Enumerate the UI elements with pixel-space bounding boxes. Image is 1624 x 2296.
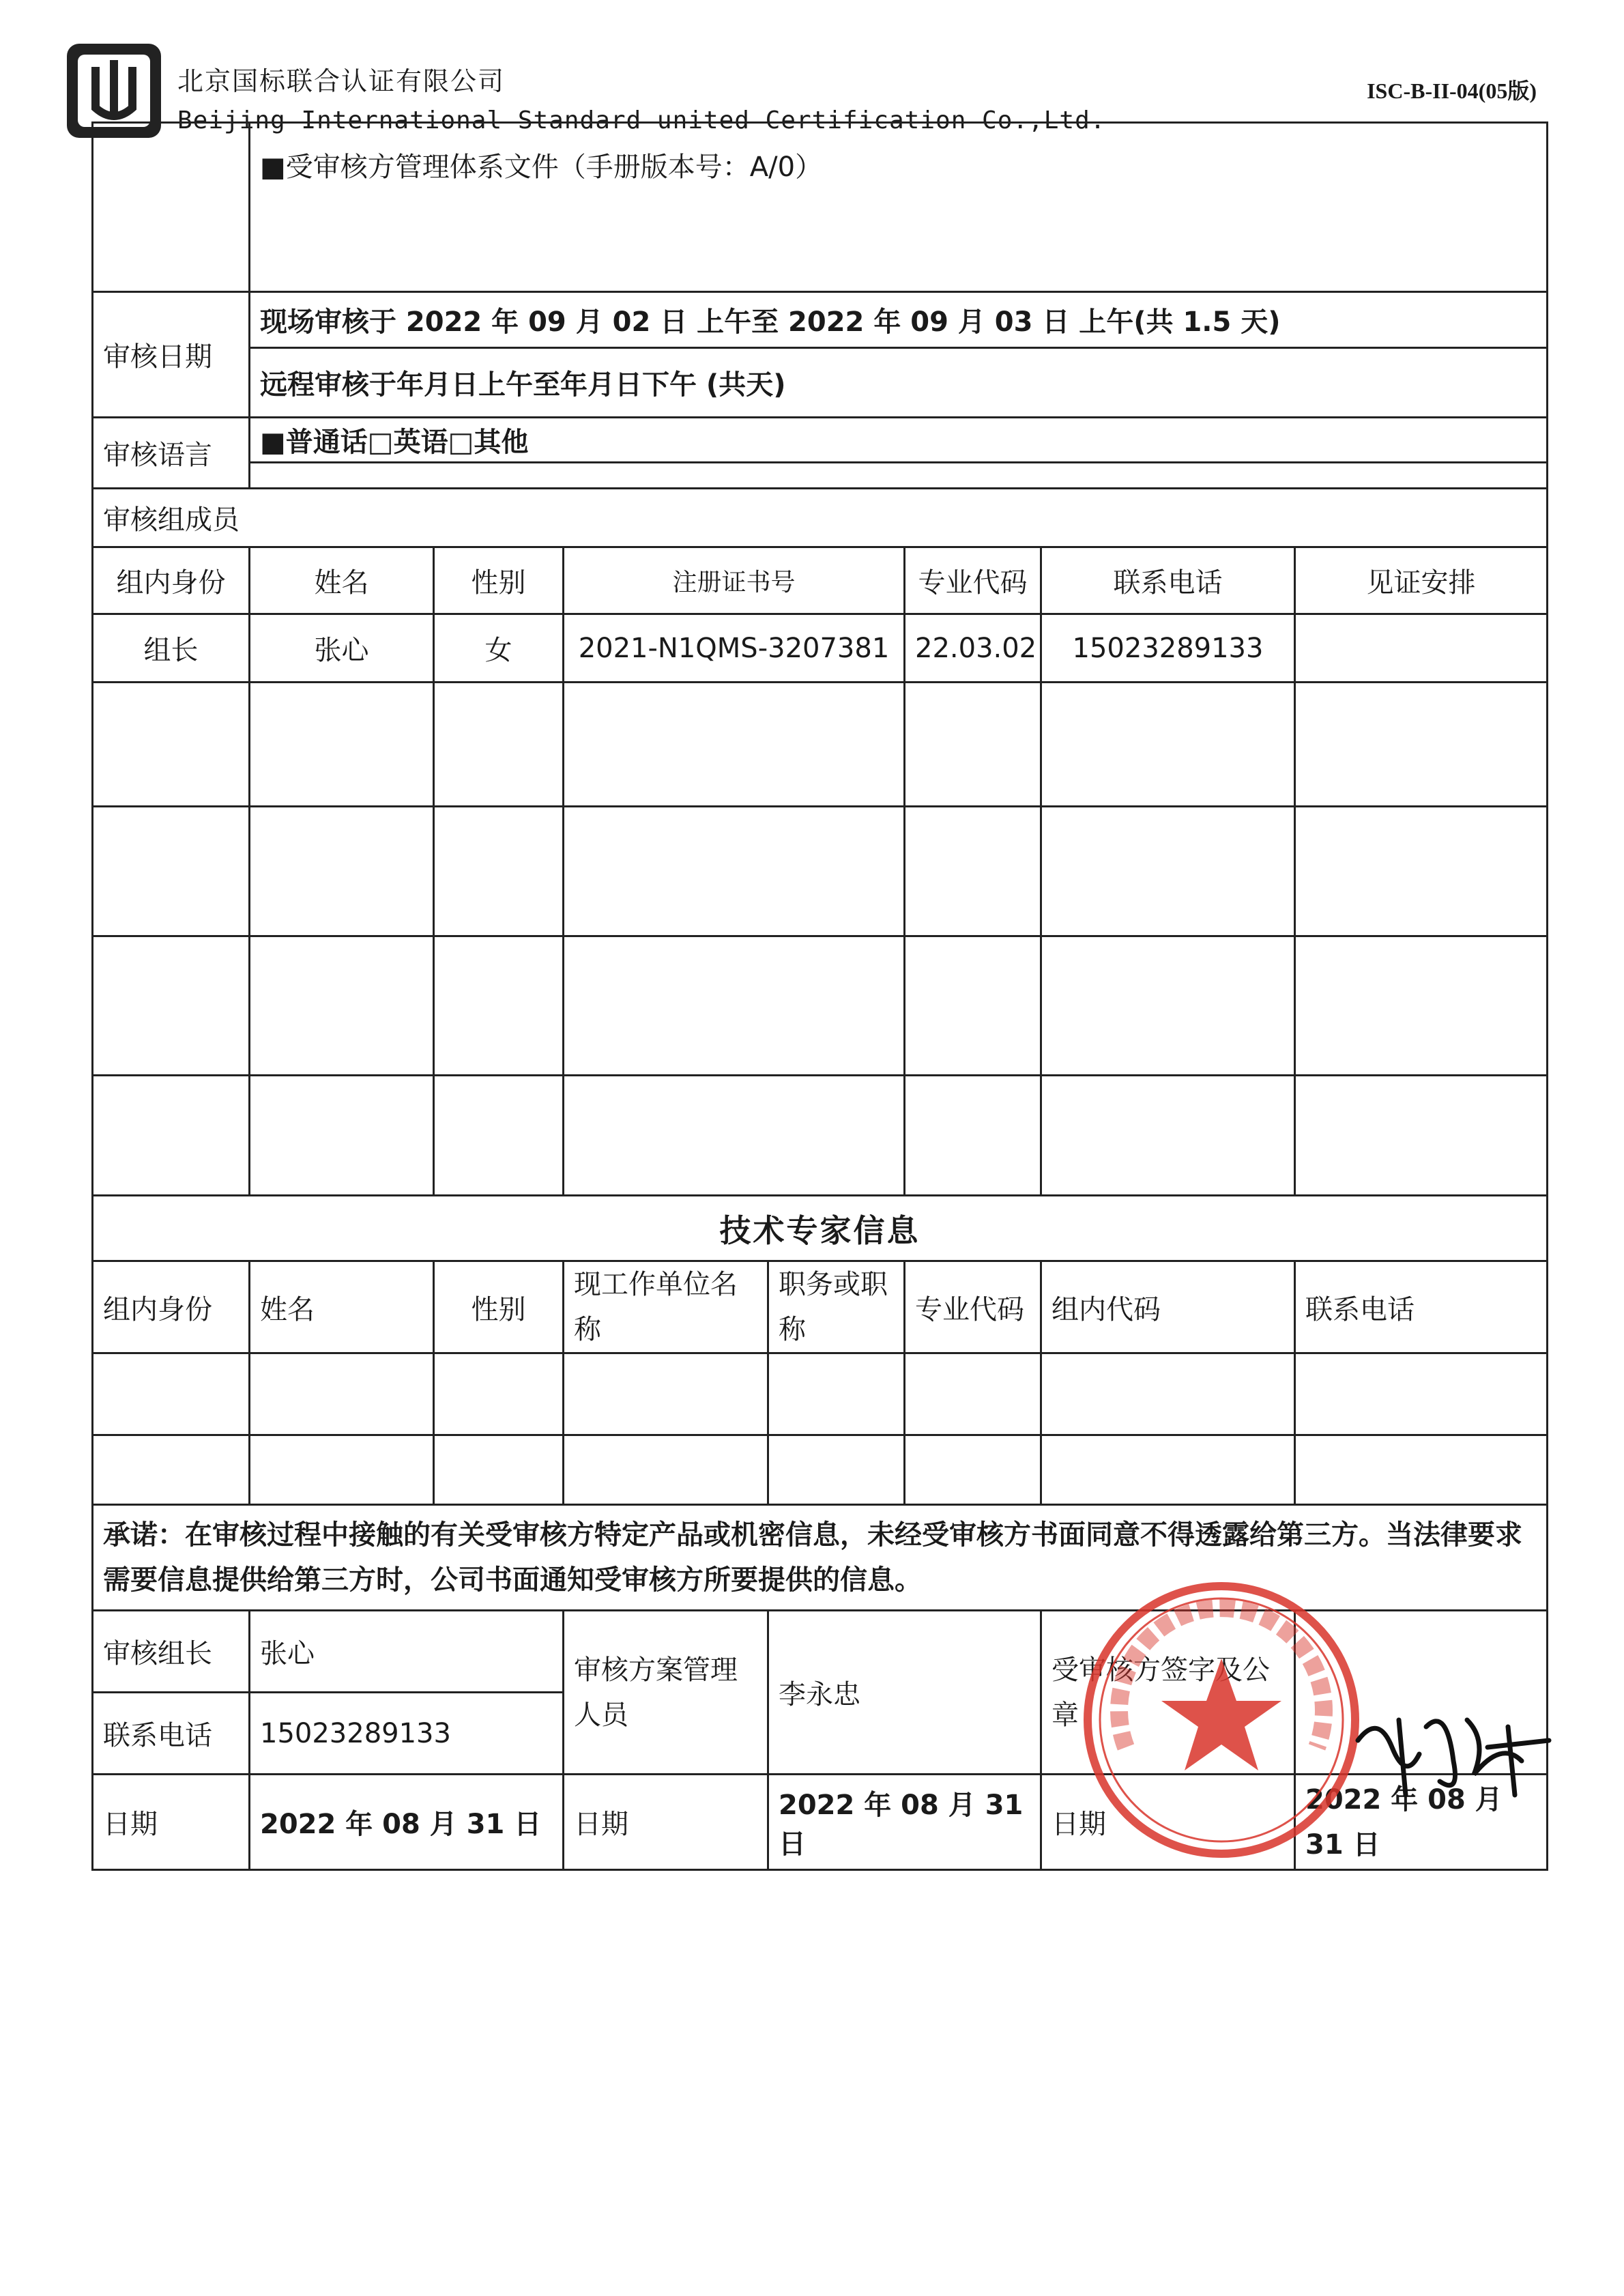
team-header-name: 姓名 [250,547,434,614]
member-witness [1295,614,1548,683]
team-header-code: 专业代码 [905,547,1041,614]
company-name-cn: 北京国标联合认证有限公司 [177,66,506,96]
leader-name: 张心 [250,1611,564,1693]
expert-header-gender: 性别 [434,1261,564,1353]
team-header-cert: 注册证书号 [564,547,905,614]
leader-phone: 15023289133 [250,1693,564,1775]
member-code: 22.03.02 [905,614,1041,683]
auditee-signature [1351,1699,1556,1809]
docs-label-cell [93,123,250,292]
commitment-text: 承诺：在审核过程中接触的有关受审核方特定产品或机密信息，未经受审核方书面同意不得透露给第三方。当法律要求需要信息提供给第三方时，公司书面通知受审核方所要提供的信息。 [93,1505,1548,1611]
expert-header-code: 专业代码 [905,1261,1041,1353]
member-cert: 2021-N1QMS-3207381 [564,614,905,683]
audit-date-row [93,292,1548,418]
team-header-gender: 性别 [434,547,564,614]
expert-header-role: 组内身份 [93,1261,250,1353]
team-header-row [93,547,1548,614]
company-name-en: Beijing International Standard united Certification Co.,Ltd. [177,106,1106,134]
leader-date: 2022 年 08 月 31 日 [250,1775,564,1870]
docs-cell [250,123,1548,292]
docs-row [93,123,1548,292]
leader-label: 审核组长 [93,1611,250,1693]
plan-manager-label: 审核方案管理人员 [564,1611,768,1775]
table-row [93,936,1548,1076]
expert-header-name: 姓名 [250,1261,434,1353]
company-seal-stamp [1078,1577,1365,1863]
team-header-role: 组内身份 [93,547,250,614]
remote-audit-text: 远程审核于年月日上午至年月日下午 (共天) [260,369,786,401]
auditee-sign-label: 受审核方签字及公章 [1041,1611,1295,1775]
table-row [93,1076,1548,1196]
plan-manager-name: 李永忠 [768,1611,1041,1775]
plan-date: 2022 年 08 月 31 日 [768,1775,1041,1870]
team-label: 审核组成员 [93,489,1548,547]
member-gender: 女 [434,614,564,683]
form-code: ISC-B-II-04(05版) [1367,78,1537,103]
expert-header-employer: 现工作单位名称 [564,1261,768,1353]
audit-date-label: 审核日期 [93,292,250,418]
table-row [93,807,1548,936]
team-label-row [93,489,1548,547]
experts-header-row [93,1261,1548,1353]
audit-language-label: 审核语言 [93,418,250,489]
auditee-date: 2022 年 08 月 31 日 [1295,1775,1548,1870]
date-label-3: 日期 [1041,1775,1295,1870]
member-phone: 15023289133 [1041,614,1295,683]
docs-line: ■受审核方管理体系文件（手册版本号：A/0） [260,152,823,183]
date-label-1: 日期 [93,1775,250,1870]
experts-title-row [93,1196,1548,1261]
experts-title: 技术专家信息 [93,1196,1548,1261]
team-header-phone: 联系电话 [1041,547,1295,614]
table-row [93,614,1548,683]
audit-language-options: ■普通话□英语□其他 [250,419,1546,463]
phone-label: 联系电话 [93,1693,250,1775]
audit-language-cell [250,418,1548,489]
table-row [93,1435,1548,1505]
onsite-audit-text: 现场审核于 2022 年 09 月 02 日 上午至 2022 年 09 月 03 日 上午(共 1.5 天) [250,293,1546,348]
date-label-2: 日期 [564,1775,768,1870]
table-row [93,683,1548,807]
audit-date-cell [250,292,1548,418]
expert-header-title: 职务或职称 [768,1261,905,1353]
expert-header-phone: 联系电话 [1295,1261,1548,1353]
member-role: 组长 [93,614,250,683]
team-header-witness: 见证安排 [1295,547,1548,614]
member-name: 张心 [250,614,434,683]
expert-header-group-code: 组内代码 [1041,1261,1295,1353]
table-row [93,1353,1548,1435]
audit-language-row [93,418,1548,489]
